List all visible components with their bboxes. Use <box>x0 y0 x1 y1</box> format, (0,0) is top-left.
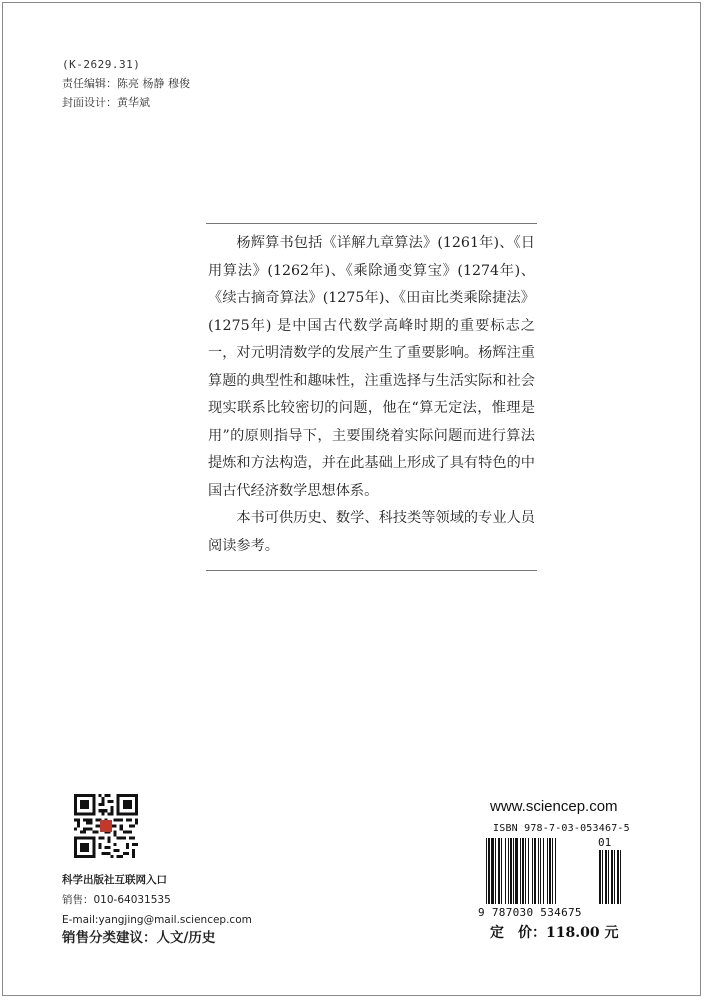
price-label: 定 价：118.00 元 <box>490 925 619 941</box>
credits-block <box>62 55 190 112</box>
blurb-paragraph: 本书可供历史、数学、科技类等领域的专业人员阅读参考。 <box>208 510 535 554</box>
email-line: E-mail:yangjing@mail.sciencep.com <box>62 914 252 926</box>
isbn-label: ISBN 978-7-03-053467-5 <box>493 823 630 834</box>
cover-design-line: 封面设计：黄华斌 <box>62 96 150 109</box>
editors-line: 责任编辑：陈亮 杨静 穆俊 <box>62 77 190 90</box>
qr-code-icon <box>74 794 138 858</box>
blurb-text <box>208 230 535 560</box>
blurb-paragraph: 杨辉算书包括《详解九章算法》(1261年)、《日用算法》(1262年)、《乘除通变算宝》(1274年)、《续古摘奇算法》(1275年)、《田亩比类乘除捷法》(1275年) 是中国古代数学高峰时期的重要标志之一，对元明清数学的发展产生了重要影响。杨辉注重算题的典型性和趣味性，注重选择与生活实际和社会现实联系比较密切的问题，他在“算无定法，惟理是用”的原则指导下，主要围绕着实际问题而进行算法提炼和方法构造，并在此基础上形成了具有特色的中国古代经济数学思想体系。 <box>208 235 535 499</box>
sales-category: 销售分类建议：人文/历史 <box>62 930 216 946</box>
publisher-website: www.sciencep.com <box>490 798 618 815</box>
portal-label: 科学出版社互联网入口 <box>62 874 167 886</box>
barcode-digits: 9 787030 534675 <box>478 906 582 919</box>
catalog-code: (K-2629.31) <box>62 58 141 71</box>
contact-block <box>62 870 252 930</box>
bottom-divider <box>206 570 537 571</box>
sales-phone: 销售：010-64031535 <box>62 894 171 906</box>
top-divider <box>206 223 537 224</box>
barcode-addon-digits: 01 <box>598 836 612 849</box>
